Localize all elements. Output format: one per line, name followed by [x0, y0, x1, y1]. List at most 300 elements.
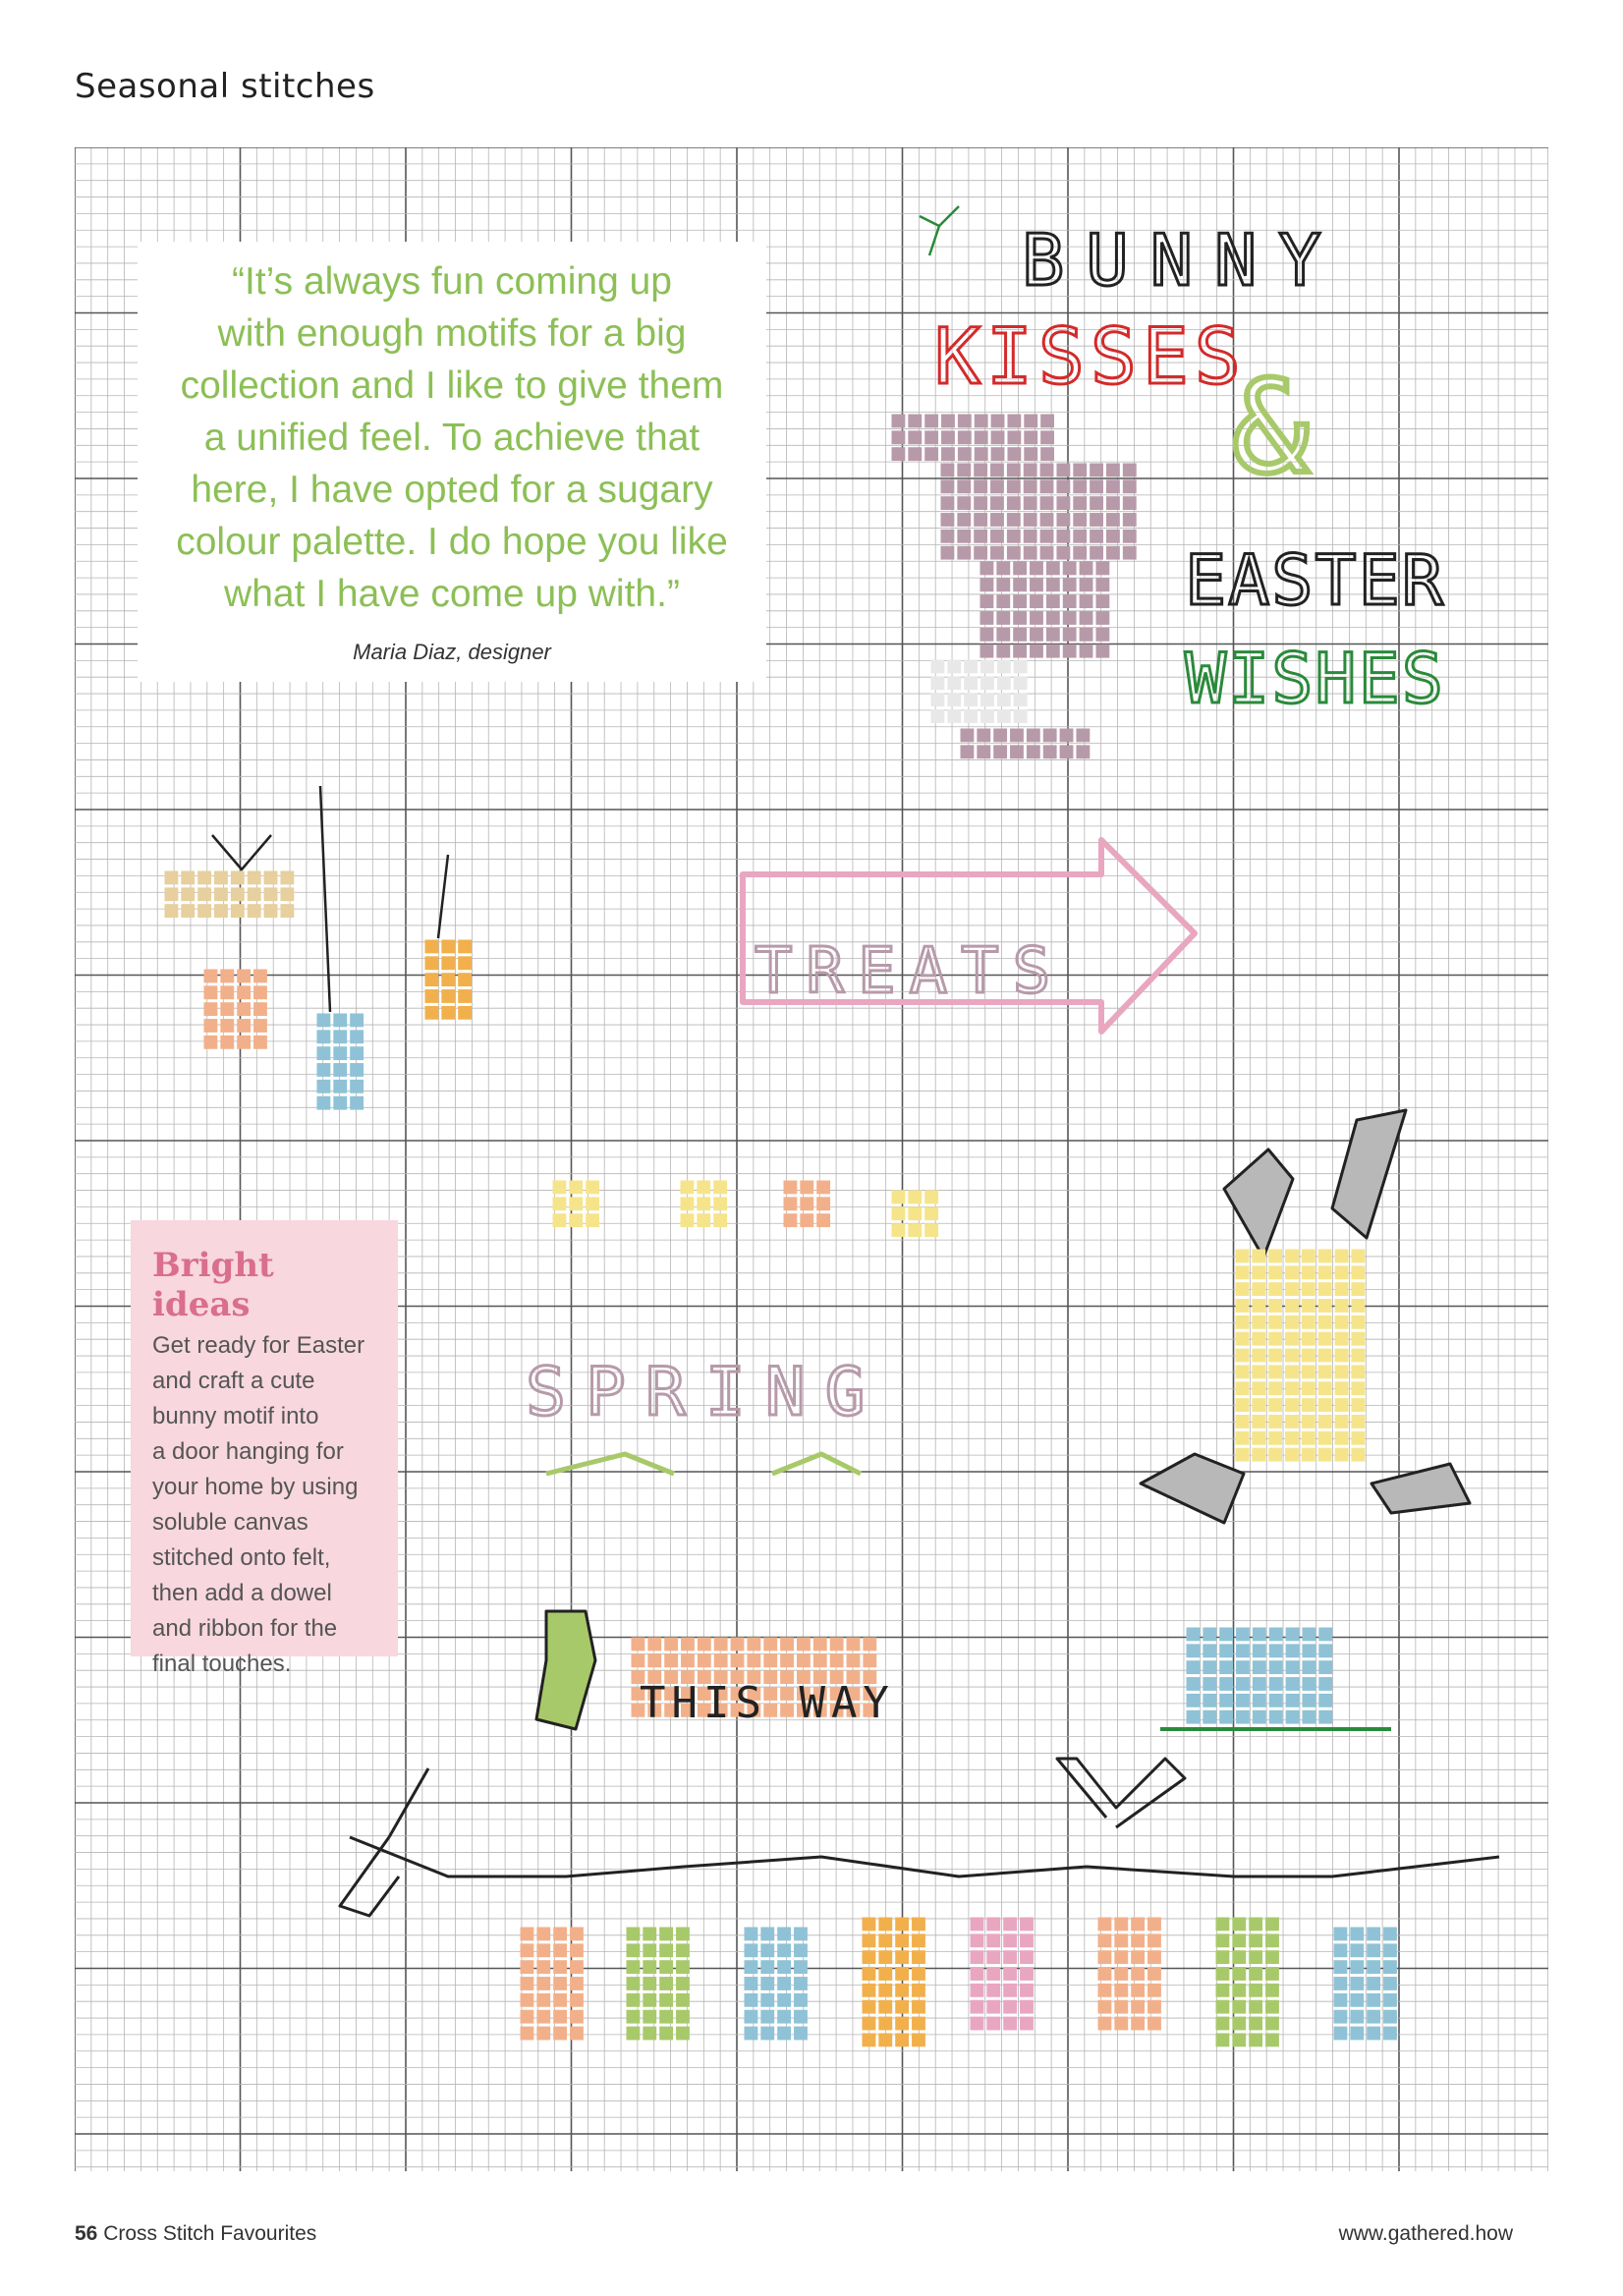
stitch-cell: [1302, 1299, 1315, 1313]
stitch-cell: [1040, 546, 1054, 560]
stitch-cell: [350, 1046, 364, 1060]
stitch-cell: [1334, 2027, 1348, 2041]
bunny-head-motif: [892, 415, 1055, 462]
stitch-cell: [1216, 1950, 1230, 1964]
stitch-cell: [1098, 2000, 1112, 2014]
stitch-cell: [947, 709, 961, 723]
stitch-cell: [941, 464, 955, 477]
stitch-cell: [878, 1950, 892, 1964]
stitch-cell: [1080, 628, 1093, 642]
stitch-cell: [676, 1977, 690, 1990]
stitch-cell: [777, 1943, 791, 1957]
stitch-cell: [912, 1967, 925, 1981]
stitch-cell: [1302, 1415, 1315, 1428]
stitch-cell: [1040, 530, 1054, 543]
stitch-cell: [1232, 1950, 1246, 1964]
stitch-cell: [1123, 464, 1137, 477]
stitch-cell: [1203, 1677, 1216, 1691]
stitch-cell: [964, 676, 978, 690]
stitch-cell: [1265, 2017, 1279, 2031]
stitch-cell: [1013, 644, 1027, 658]
stitch-cell: [1302, 1660, 1315, 1674]
stitch-cell: [878, 2033, 892, 2046]
stitch-cell: [816, 1213, 830, 1227]
stitch-cell: [980, 594, 994, 608]
stitch-cell: [986, 2000, 1000, 2014]
bunting-string: [350, 1837, 1499, 1876]
stitch-cell: [1335, 1316, 1349, 1329]
stitch-cell: [830, 1653, 844, 1667]
stitch-cell: [536, 1960, 550, 1974]
stitch-cell: [586, 1181, 599, 1195]
stitch-cell: [1203, 1710, 1216, 1724]
stitch-cell: [957, 530, 971, 543]
stitch-cell: [1046, 628, 1060, 642]
stitch-cell: [1285, 1365, 1299, 1378]
stitch-cell: [1024, 464, 1037, 477]
stitch-cell: [264, 871, 278, 885]
stitch-cell: [1236, 1282, 1250, 1296]
stitch-cell: [570, 1943, 584, 1957]
stitch-cell: [425, 940, 439, 954]
stitch-cell: [697, 1197, 710, 1210]
stitch-cell: [1232, 1918, 1246, 1932]
stitch-cell: [1268, 1398, 1282, 1412]
stitch-cell: [1131, 1950, 1145, 1964]
stitch-cell: [895, 1918, 909, 1932]
stitch-cell: [1106, 530, 1120, 543]
stitch-cell: [1024, 415, 1037, 428]
stitch-cell: [280, 887, 294, 901]
stitch-cell: [1236, 1332, 1250, 1346]
stitch-cell: [931, 709, 945, 723]
stitch-cell: [1334, 1993, 1348, 2007]
stitch-cell: [333, 1063, 347, 1077]
stitch-cell: [1285, 1332, 1299, 1346]
stitch-cell: [863, 1638, 876, 1652]
stitch-cell: [1232, 1933, 1246, 1947]
stitch-cell: [1219, 1628, 1233, 1642]
easter-text: EASTER: [1185, 540, 1445, 621]
stitch-cell: [794, 2010, 808, 2024]
stitch-cell: [1063, 644, 1077, 658]
stitch-cell: [1007, 447, 1021, 461]
stitch-cell: [996, 644, 1010, 658]
stitch-cell: [745, 1977, 758, 1990]
stitch-cell: [1285, 1299, 1299, 1313]
stitch-cell: [800, 1181, 813, 1195]
stitch-cell: [1216, 2017, 1230, 2031]
stitch-cell: [975, 430, 988, 444]
stitch-cell: [957, 496, 971, 510]
stitch-cell: [1286, 1628, 1300, 1642]
stitch-cell: [1147, 2000, 1161, 2014]
stitch-cell: [1020, 1918, 1034, 1932]
stitch-cell: [1098, 1918, 1112, 1932]
stitch-cell: [1020, 2000, 1034, 2014]
stitch-cell: [643, 1943, 656, 1957]
stitch-cell: [1014, 709, 1028, 723]
stitch-cell: [931, 676, 945, 690]
stitch-cell: [1265, 2000, 1279, 2014]
stitch-cell: [1236, 1644, 1250, 1657]
quote-line: what I have come up with.”: [224, 573, 680, 615]
quote-line: “It’s always fun coming up: [232, 260, 672, 303]
stitch-cell: [1252, 1265, 1265, 1279]
stitch-cell: [745, 1928, 758, 1941]
tip-line: a door hanging for: [152, 1438, 344, 1465]
stitch-cell: [986, 1933, 1000, 1947]
stitch-cell: [1030, 594, 1043, 608]
stitch-cell: [1203, 1694, 1216, 1708]
stitch-cell: [659, 2027, 673, 2041]
stitch-cell: [895, 1950, 909, 1964]
stitch-cell: [1080, 594, 1093, 608]
stitch-cell: [1252, 1332, 1265, 1346]
stitch-cell: [536, 2010, 550, 2024]
stitch-cell: [333, 1096, 347, 1110]
stitch-cell: [892, 415, 906, 428]
stitch-cell: [1351, 1250, 1365, 1263]
stitch-cell: [1095, 611, 1109, 625]
stitch-cell: [941, 530, 955, 543]
stitch-cell: [997, 709, 1011, 723]
stitch-cell: [1252, 1431, 1265, 1445]
stitch-cell: [794, 1977, 808, 1990]
stitch-cell: [458, 1006, 472, 1020]
stitch-cell: [204, 1036, 218, 1049]
stitch-cell: [681, 1197, 695, 1210]
stitch-cell: [1003, 1950, 1017, 1964]
stitch-cell: [1003, 1918, 1017, 1932]
stitch-cell: [1367, 1977, 1380, 1990]
stitch-cell: [996, 594, 1010, 608]
stitch-cell: [980, 611, 994, 625]
stitch-cell: [763, 1653, 777, 1667]
stitch-cell: [553, 1197, 567, 1210]
stitch-cell: [760, 1977, 774, 1990]
stitch-cell: [569, 1213, 583, 1227]
stitch-cell: [760, 1993, 774, 2007]
stitch-cell: [971, 1950, 984, 1964]
stitch-cell: [681, 1653, 695, 1667]
stitch-cell: [908, 415, 922, 428]
stitch-cell: [647, 1638, 661, 1652]
stitch-cell: [1351, 1316, 1365, 1329]
stitch-cell: [1268, 1365, 1282, 1378]
stitch-cell: [1335, 1349, 1349, 1363]
stitch-cell: [745, 1943, 758, 1957]
stitch-cell: [990, 513, 1004, 527]
stitch-cell: [1027, 745, 1040, 758]
stitch-cell: [777, 2027, 791, 2041]
stitch-cell: [1013, 578, 1027, 591]
stitch-cell: [1335, 1431, 1349, 1445]
bunting-bows: [340, 1759, 1185, 1916]
stitch-cell: [1335, 1265, 1349, 1279]
stitch-cell: [974, 513, 987, 527]
quote-line: here, I have opted for a sugary: [191, 469, 713, 511]
stitch-cell: [1013, 611, 1027, 625]
stitch-cell: [1335, 1381, 1349, 1395]
stitch-cell: [1269, 1660, 1283, 1674]
stitch-cell: [977, 745, 990, 758]
stitch-cell: [941, 513, 955, 527]
stitch-cell: [1040, 464, 1054, 477]
stitch-cell: [521, 2010, 534, 2024]
stitch-cell: [1020, 1950, 1034, 1964]
stitch-cell: [1302, 1628, 1315, 1642]
stitch-cell: [1335, 1448, 1349, 1462]
stitch-cell: [1187, 1660, 1201, 1674]
stitch-cell: [1253, 1694, 1266, 1708]
stitch-cell: [1123, 496, 1137, 510]
stitch-cell: [1334, 1928, 1348, 1941]
stitch-cell: [676, 2027, 690, 2041]
stitch-cell: [1367, 1960, 1380, 1974]
stitch-cell: [1024, 530, 1037, 543]
stitch-cell: [1236, 1349, 1250, 1363]
bunting-flag-1: [521, 1928, 584, 2041]
stitch-cell: [1040, 415, 1054, 428]
stitch-cell: [536, 1943, 550, 1957]
stitch-cell: [570, 2010, 584, 2024]
bunny-paw-motif: [931, 660, 1028, 723]
stitch-cell: [1013, 628, 1027, 642]
stitch-cell: [1063, 562, 1077, 576]
stitch-cell: [1318, 1628, 1332, 1642]
stitch-cell: [777, 1977, 791, 1990]
stitch-cell: [1236, 1316, 1250, 1329]
stitch-cell: [441, 940, 455, 954]
stitch-cell: [1318, 1349, 1332, 1363]
stitch-cell: [521, 1993, 534, 2007]
stitch-cell: [659, 1943, 673, 1957]
stitch-cell: [863, 1933, 876, 1947]
stitch-cell: [1318, 1694, 1332, 1708]
stitch-cell: [1219, 1710, 1233, 1724]
stitch-cell: [713, 1213, 727, 1227]
stitch-cell: [964, 693, 978, 706]
stitch-cell: [1249, 1933, 1262, 1947]
stitch-cell: [1123, 513, 1137, 527]
stitch-cell: [1147, 1918, 1161, 1932]
stitch-cell: [1302, 1448, 1315, 1462]
stitch-cell: [1030, 611, 1043, 625]
stitch-cell: [1013, 562, 1027, 576]
stitch-cell: [1236, 1398, 1250, 1412]
stitch-cell: [924, 415, 938, 428]
stitch-cell: [1043, 729, 1057, 743]
stitch-cell: [974, 464, 987, 477]
stitch-cell: [204, 1019, 218, 1033]
stitch-cell: [165, 887, 179, 901]
stitch-cell: [1147, 2017, 1161, 2031]
stitch-cell: [521, 1977, 534, 1990]
stitch-cell: [1302, 1365, 1315, 1378]
stitch-cell: [1286, 1644, 1300, 1657]
stitch-cell: [1147, 1933, 1161, 1947]
stitch-cell: [1253, 1644, 1266, 1657]
tip-line: soluble canvas: [152, 1509, 308, 1536]
stitch-cell: [1285, 1282, 1299, 1296]
stitch-cell: [280, 904, 294, 918]
stitch-cell: [1236, 1265, 1250, 1279]
stitch-cell: [1286, 1710, 1300, 1724]
stitch-cell: [794, 2027, 808, 2041]
stitch-cell: [1236, 1677, 1250, 1691]
tip-line: your home by using: [152, 1474, 359, 1500]
stitch-cell: [794, 1993, 808, 2007]
stitch-cell: [248, 871, 261, 885]
stitch-cell: [990, 479, 1004, 493]
stitch-cell: [941, 415, 955, 428]
stitch-cell: [1236, 1415, 1250, 1428]
stitch-cell: [350, 1063, 364, 1077]
stitch-cell: [1010, 745, 1024, 758]
stitch-cell: [1367, 2010, 1380, 2024]
stitch-cell: [1351, 1381, 1365, 1395]
stitch-cell: [941, 496, 955, 510]
stitch-cell: [1090, 530, 1103, 543]
stitch-cell: [1014, 693, 1028, 706]
spring-text: SPRING: [526, 1354, 885, 1431]
stitch-cell: [878, 2017, 892, 2031]
stitch-cell: [1249, 1918, 1262, 1932]
stitch-cell: [664, 1653, 678, 1667]
stitch-cell: [924, 430, 938, 444]
stitch-cell: [892, 1191, 906, 1204]
stitch-cell: [1106, 464, 1120, 477]
stitch-cell: [1020, 2017, 1034, 2031]
stitch-cell: [1073, 496, 1087, 510]
stitch-cell: [1040, 447, 1054, 461]
stitch-cell: [676, 1928, 690, 1941]
stitch-cell: [643, 1960, 656, 1974]
stitch-cell: [220, 1002, 234, 1016]
stitch-cell: [1063, 611, 1077, 625]
stitch-cell: [659, 2010, 673, 2024]
stitch-cell: [990, 546, 1004, 560]
stitch-cell: [1351, 1398, 1365, 1412]
stitch-cell: [425, 1006, 439, 1020]
stitch-cell: [1265, 1950, 1279, 1964]
stitch-cell: [1090, 513, 1103, 527]
stitch-cell: [204, 970, 218, 983]
stitch-cell: [1040, 496, 1054, 510]
stitch-cell: [1335, 1332, 1349, 1346]
stitch-cell: [961, 729, 975, 743]
stitch-cell: [1351, 1332, 1365, 1346]
stitch-cell: [1318, 1415, 1332, 1428]
stitch-cell: [1073, 513, 1087, 527]
stitch-cell: [957, 464, 971, 477]
stitch-cell: [1236, 1299, 1250, 1313]
stitch-cell: [458, 989, 472, 1003]
stitch-cell: [1302, 1431, 1315, 1445]
stitch-cell: [1318, 1644, 1332, 1657]
stitch-cell: [1318, 1250, 1332, 1263]
stitch-cell: [1318, 1398, 1332, 1412]
tip-line: stitched onto felt,: [152, 1544, 331, 1571]
stitch-cell: [941, 430, 955, 444]
stitch-cell: [1060, 745, 1074, 758]
stitch-cell: [1350, 2010, 1364, 2024]
stitch-cell: [1007, 430, 1021, 444]
stitch-cell: [1268, 1415, 1282, 1428]
stitch-cell: [1216, 2000, 1230, 2014]
stitch-cell: [1268, 1316, 1282, 1329]
stitch-cell: [1076, 745, 1090, 758]
stitch-cell: [1252, 1415, 1265, 1428]
stitch-cell: [863, 1950, 876, 1964]
stitch-cell: [1351, 1431, 1365, 1445]
stitch-cell: [1236, 1381, 1250, 1395]
stitch-cell: [895, 1984, 909, 1997]
stitch-cell: [570, 1993, 584, 2007]
stitch-cell: [1249, 2033, 1262, 2046]
stitch-cell: [980, 693, 994, 706]
stitch-cell: [993, 729, 1007, 743]
stitch-cell: [941, 546, 955, 560]
stitch-cell: [1020, 1967, 1034, 1981]
quote-author: Maria Diaz, designer: [353, 640, 551, 664]
stitch-cell: [1203, 1628, 1216, 1642]
stitch-cell: [1063, 578, 1077, 591]
stitch-cell: [957, 513, 971, 527]
magazine-name: Cross Stitch Favourites: [103, 2222, 317, 2245]
bright-ideas-box: [131, 1220, 398, 1677]
stitch-cell: [521, 1943, 534, 1957]
stitch-cell: [1216, 1918, 1230, 1932]
stitch-cell: [317, 1014, 331, 1028]
stitch-cell: [1098, 1950, 1112, 1964]
stitch-cell: [1043, 745, 1057, 758]
stitch-cell: [1253, 1710, 1266, 1724]
stitch-cell: [986, 1950, 1000, 1964]
stitch-cell: [627, 1993, 641, 2007]
stitch-cell: [698, 1653, 711, 1667]
egg-motif-middle: [317, 1014, 364, 1110]
stitch-cell: [264, 887, 278, 901]
bunting-flag-7: [1216, 1918, 1279, 2047]
stitch-cell: [777, 1928, 791, 1941]
stitch-cell: [441, 989, 455, 1003]
stitch-cell: [964, 709, 978, 723]
stitch-cell: [1106, 496, 1120, 510]
tip-line: and craft a cute: [152, 1368, 315, 1394]
stitch-cell: [892, 1206, 906, 1220]
bunting-flag-3: [745, 1928, 808, 2041]
stitch-cell: [878, 2000, 892, 2014]
stitch-cell: [1024, 546, 1037, 560]
stitch-cell: [878, 1984, 892, 1997]
stitch-cell: [1285, 1265, 1299, 1279]
stitch-cell: [204, 985, 218, 999]
stitch-cell: [830, 1638, 844, 1652]
stitch-cell: [627, 1928, 641, 1941]
stitch-cell: [1232, 1984, 1246, 1997]
stitch-cell: [659, 1928, 673, 1941]
stitch-cell: [1003, 2017, 1017, 2031]
stitch-cell: [627, 1977, 641, 1990]
stitch-cell: [924, 447, 938, 461]
tip-body: [152, 1328, 380, 1682]
quote-line: a unified feel. To achieve that: [203, 417, 700, 459]
stitch-cell: [800, 1197, 813, 1210]
stitch-cell: [1080, 611, 1093, 625]
stitch-cell: [980, 644, 994, 658]
